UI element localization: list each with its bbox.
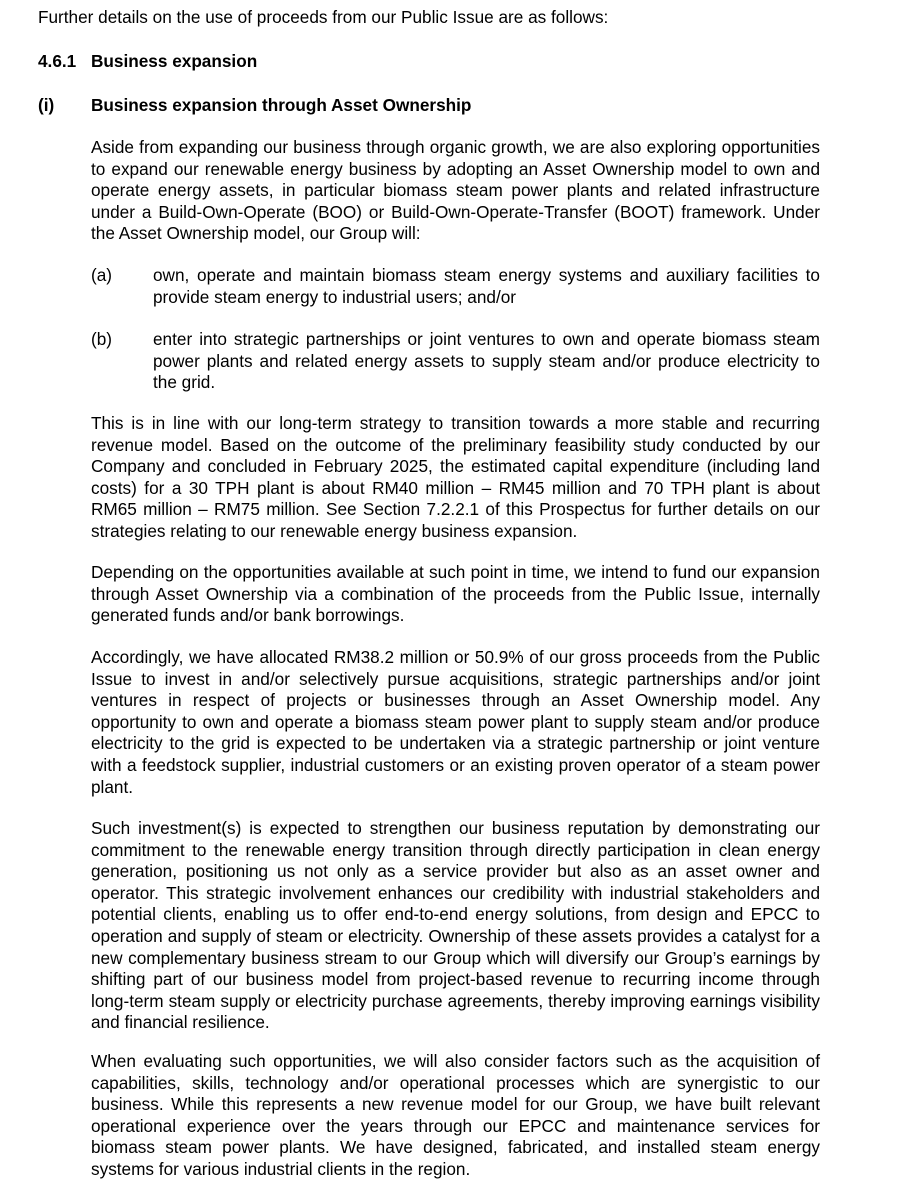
list-item-label-b: (b) [91,329,113,349]
list-item-text-b: enter into strategic partnerships or joint ventures to own and operate biomass steam power plants and related energy assets to supply steam and/or produce electricity to the grid. [153,329,820,393]
paragraph-asset-ownership-intro: Aside from expanding our business through organic growth, we are also exploring opportunities to expand our renewable energy business by adopting an Asset Ownership model to own and operate energy assets, in particular biomass steam power plants and related infrastructure under a Build-Own-Operate (BOO) or Build-Own-Operate-Transfer (BOOT) framework. Under the Asset Ownership model, our Group will: [91,137,820,244]
list-item-label-a: (a) [91,265,113,285]
subsection-title: Business expansion through Asset Ownership [91,95,472,115]
paragraph-strategy: This is in line with our long-term strategy to transition towards a more stable and recurring revenue model. Based on the outcome of the preliminary feasibility study conducted by our Company and concluded in February 2025, the estimated capital expenditure (including land costs) for a 30 TPH plant is about RM40 million – RM45 million and 70 TPH plant is about RM65 million – RM75 million. See Section 7.2.2.1 of this Prospectus for further details on our strategies relating to our renewable energy business expansion. [91,413,820,541]
intro-text: Further details on the use of proceeds from our Public Issue are as follows: [38,7,609,27]
paragraph-investment-benefits: Such investment(s) is expected to strengthen our business reputation by demonstrating our commitment to the renewable energy transition through directly participation in clean energy generation, positioning us not only as a service provider but also as an asset owner and operator. This strategic involvement enhances our credibility with industrial stakeholders and potential clients, enabling us to offer end-to-end energy solutions, from design and EPCC to operation and supply of steam or electricity. Ownership of these assets provides a catalyst for a new complementary business stream to our Group which will diversify our Group’s earnings by shifting part of our business model from project-based revenue to recurring income through long-term steam supply or electricity purchase agreements, thereby improving earnings visibility and financial resilience. [91,818,820,1033]
list-item-text-a: own, operate and maintain biomass steam energy systems and auxiliary facilities to provide steam energy to industrial users; and/or [153,265,820,307]
section-title: Business expansion [91,51,258,71]
paragraph-funding: Depending on the opportunities available at such point in time, we intend to fund our expansion through Asset Ownership via a combination of the proceeds from the Public Issue, internally generated funds and/or bank borrowings. [91,562,820,626]
paragraph-evaluation: When evaluating such opportunities, we will also consider factors such as the acquisition of capabilities, skills, technology and/or operational processes which are synergistic to our business. While this represents a new revenue model for our Group, we have built relevant operational experience over the years through our EPCC and maintenance services for biomass steam power plants. We have designed, fabricated, and installed steam energy systems for various industrial clients in the region. [91,1051,820,1179]
paragraph-allocation: Accordingly, we have allocated RM38.2 million or 50.9% of our gross proceeds from the Public Issue to invest in and/or selectively pursue acquisitions, strategic partnerships and/or joint ventures in respect of projects or businesses through an Asset Ownership model. Any opportunity to own and operate a biomass steam power plant to supply steam and/or produce electricity to the grid is expected to be undertaken via a strategic partnership or joint venture with a feedstock supplier, industrial customers or an existing proven operator of a steam power plant. [91,647,820,797]
section-number: 4.6.1 [38,51,77,71]
subsection-number: (i) [38,95,55,115]
